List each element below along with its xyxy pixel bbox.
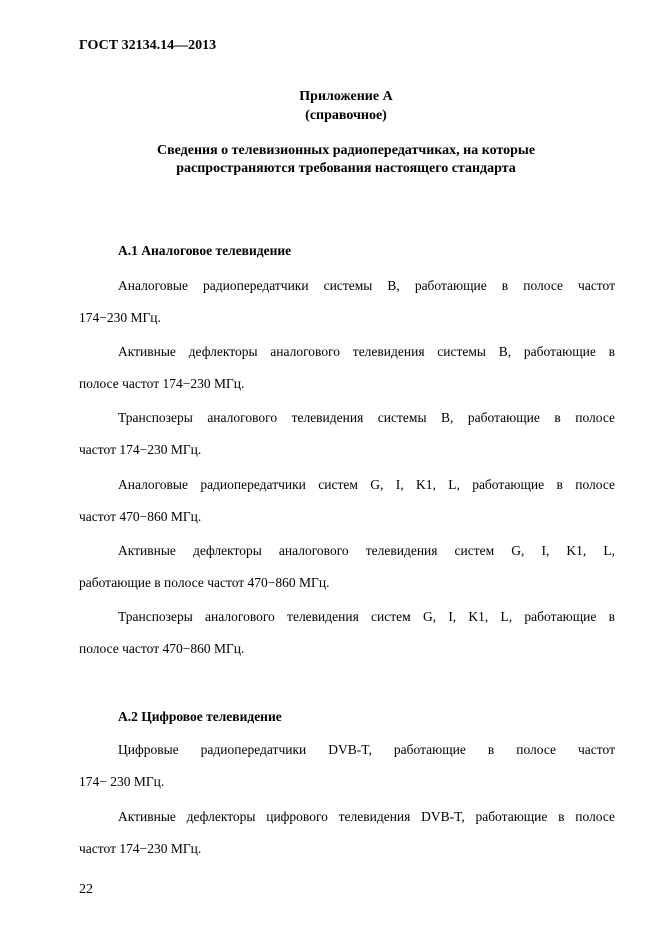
page-number: 22 (79, 882, 93, 897)
paragraph-line: частот 174−230 МГц. (79, 442, 202, 457)
paragraph-line: 174−230 МГц. (79, 310, 161, 325)
paragraph-line: работающие в полосе частот 470−860 МГц. (79, 575, 330, 590)
appendix-subtitle: (справочное) (305, 108, 387, 123)
paragraph-line: Транспозеры аналогового телевидения системы В, работающие в полосе (118, 410, 615, 425)
paragraph-line: Аналоговые радиопередатчики систем G, I, K1, L, работающие в полосе (118, 477, 615, 492)
section-heading-digital-tv: А.2 Цифровое телевидение (118, 709, 282, 724)
paragraph-line: частот 470−860 МГц. (79, 509, 202, 524)
paragraph-line: Аналоговые радиопередатчики системы В, работающие в полосе частот (118, 278, 615, 293)
paragraph-line: полосе частот 174−230 МГц. (79, 376, 245, 391)
paragraph-line: полосе частот 470−860 МГц. (79, 641, 245, 656)
paragraph-line: Активные дефлекторы цифрового телевидения DVB-T, работающие в полосе (118, 809, 615, 824)
paragraph-line: частот 174−230 МГц. (79, 841, 202, 856)
section-heading-analog-tv: А.1 Аналоговое телевидение (118, 243, 292, 258)
paragraph-line: Цифровые радиопередатчики DVB-T, работающие в полосе частот (118, 742, 615, 757)
paragraph-line: Транспозеры аналогового телевидения систем G, I, K1, L, работающие в (118, 609, 615, 624)
appendix-heading-line2: распространяются требования настоящего стандарта (176, 161, 516, 176)
paragraph-line: 174− 230 МГц. (79, 774, 165, 789)
paragraph-line: Активные дефлекторы аналогового телевидения систем G, I, K1, L, (118, 543, 615, 558)
appendix-heading-line1: Сведения о телевизионных радиопередатчиках, на которые (156, 143, 536, 158)
paragraph-line: Активные дефлекторы аналогового телевидения системы В, работающие в (118, 344, 615, 359)
document-code: ГОСТ 32134.14—2013 (79, 38, 217, 53)
appendix-title: Приложение А (299, 89, 393, 104)
